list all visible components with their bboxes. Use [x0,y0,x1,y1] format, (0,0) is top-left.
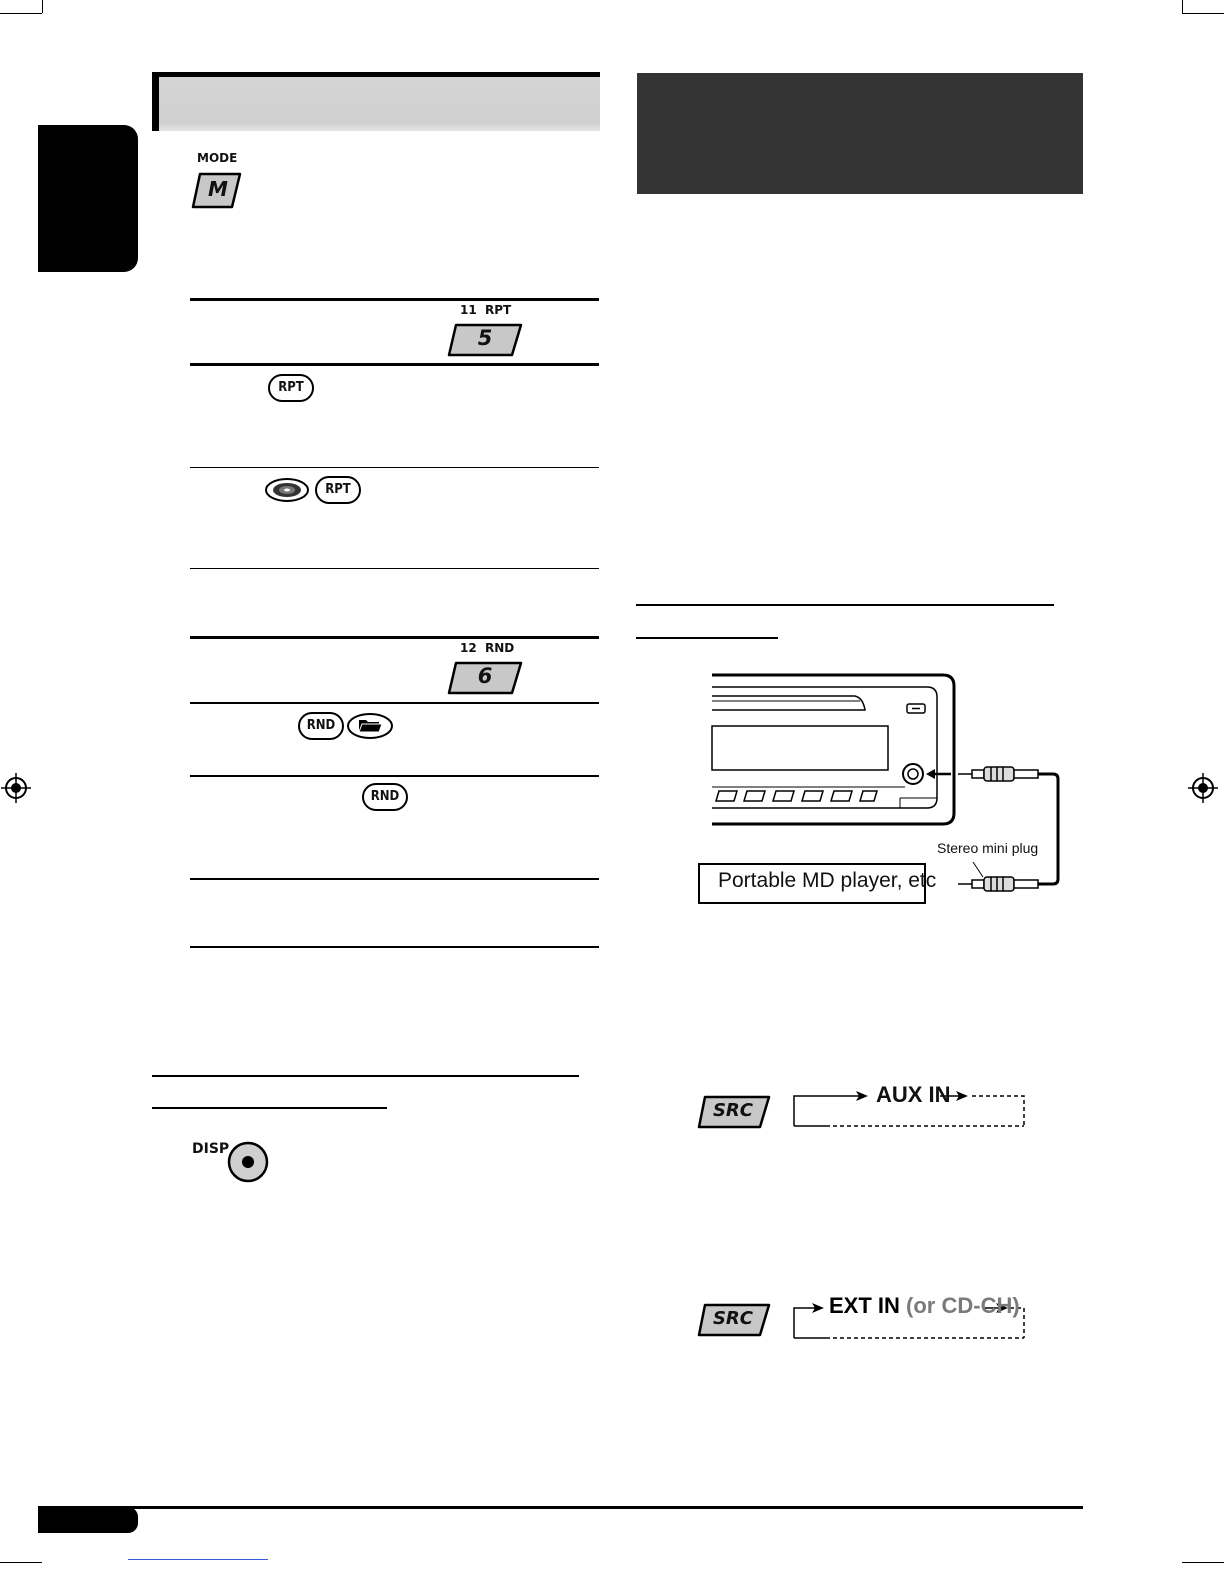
rpt-indicator: RPT [268,374,314,402]
repeat-key-number: 11 [460,303,477,317]
folder-icon [346,711,394,741]
disc-icon [263,476,311,504]
rnd-indicator: RND [298,712,344,740]
src-key-label: SRC [712,1100,754,1121]
section-rule [636,604,1054,606]
footer-rule [38,1506,1083,1509]
repeat-key-caption: RPT [485,303,512,317]
divider [190,636,599,639]
divider [190,946,599,948]
divider [190,298,599,301]
page-number-tab [38,1507,138,1533]
mode-label: MODE [197,151,238,165]
section-rule-short [152,1107,387,1109]
right-section-header [637,73,1083,194]
section-rule-short [636,637,778,639]
random-key-caption: RND [485,641,515,655]
crop-mark-top-right [1182,13,1224,14]
aux-in-label: AUX IN [876,1082,951,1107]
disp-label: DISP [192,1141,230,1157]
rnd-indicator-2: RND [362,783,408,811]
plug-label: Stereo mini plug [937,840,1039,856]
divider [190,702,599,704]
ext-in-alt: (or CD-CH) [906,1293,1020,1318]
crop-mark-top-left-v [42,0,43,13]
src-key-label-2: SRC [712,1308,754,1329]
device-label: Portable MD player, etc [718,869,937,892]
divider [190,363,599,366]
divider [190,878,599,880]
section-rule [152,1075,579,1077]
ext-in-main: EXT IN [829,1293,900,1318]
divider [190,775,599,777]
bottom-link-underline [128,1559,268,1560]
random-key-number: 12 [460,641,477,655]
registration-mark-left [1,773,31,803]
rpt-indicator-2: RPT [315,476,361,504]
ext-in-label [829,1293,1020,1319]
repeat-key-label: 5 [477,326,493,350]
random-key-label: 6 [477,664,493,688]
language-side-tab [38,125,138,272]
crop-mark-bottom-left [0,1562,42,1563]
crop-mark-bottom-right [1182,1562,1224,1563]
disp-button [226,1140,270,1184]
registration-mark-right [1188,773,1218,803]
crop-mark-top-right-v [1182,0,1183,13]
crop-mark-top-left [0,13,42,14]
divider [190,568,599,569]
left-section-header [152,72,600,131]
mode-key-label: M [208,177,228,201]
divider [190,467,599,468]
